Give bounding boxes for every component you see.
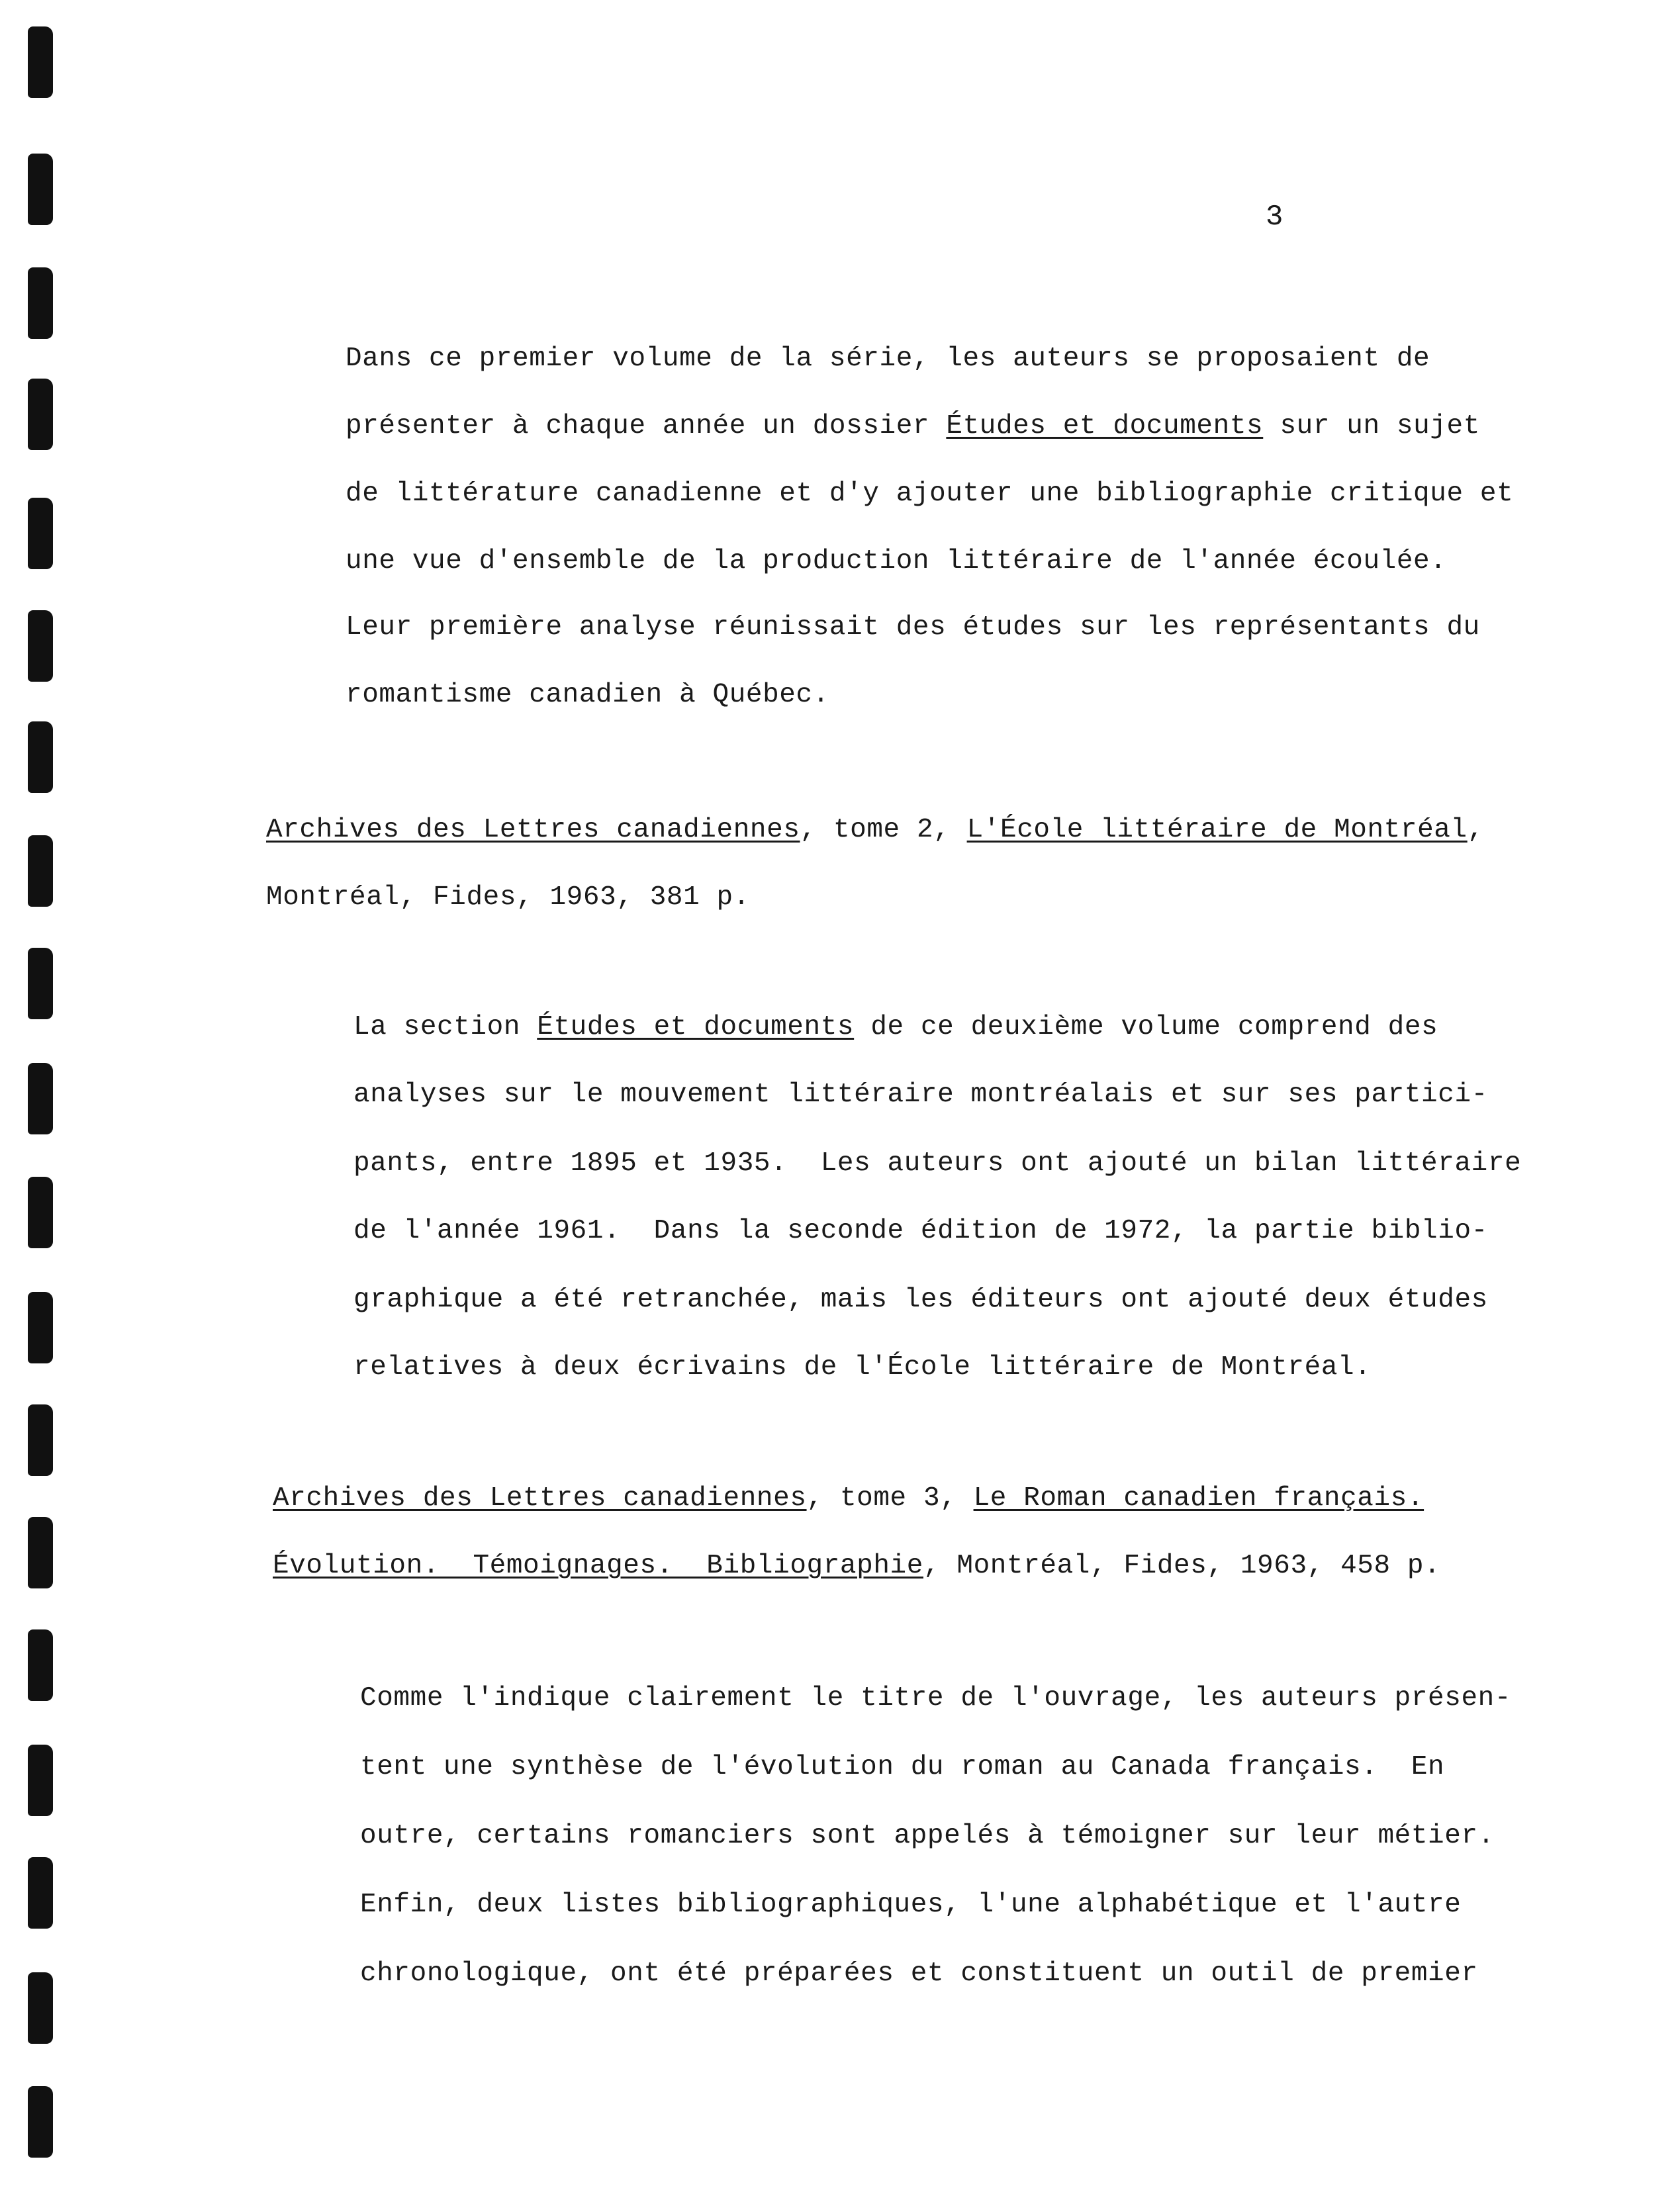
binding-hole (28, 948, 53, 1019)
binding-hole (28, 1404, 53, 1476)
paragraph-2-line-2: analyses sur le mouvement littéraire montréalais et sur ses partici- (353, 1079, 1488, 1110)
paragraph-2-line-5: graphique a été retranchée, mais les éditeurs ont ajouté deux études (353, 1285, 1488, 1315)
text-run: sur un sujet (1263, 411, 1480, 441)
reference-3-line-1 (273, 1485, 1424, 1512)
binding-hole (28, 835, 53, 907)
text-run: présenter à chaque année un dossier (346, 411, 947, 441)
text-run: de ce deuxième volume comprend des (854, 1012, 1438, 1042)
paragraph-1-line-5: Leur première analyse réunissait des études sur les représentants du (346, 612, 1480, 643)
text-run: La section (353, 1012, 537, 1042)
paragraph-2-line-3: pants, entre 1895 et 1935. Les auteurs ont ajouté un bilan littéraire (353, 1148, 1522, 1179)
binding-hole (28, 26, 53, 98)
paragraph-1-line-3: de littérature canadienne et d'y ajouter une bibliographie critique et (346, 479, 1514, 509)
series-title: Archives des Lettres canadiennes (266, 815, 800, 845)
binding-hole (28, 1517, 53, 1588)
paragraph-2-line-1 (353, 1014, 1438, 1041)
text-run: , tome 3, (806, 1483, 974, 1514)
series-title: Archives des Lettres canadiennes (273, 1483, 807, 1514)
paragraph-2-line-4: de l'année 1961. Dans la seconde édition de 1972, la partie biblio- (353, 1216, 1488, 1246)
volume-subtitle: Évolution. Témoignages. Bibliographie (273, 1551, 923, 1581)
binding-hole (28, 1629, 53, 1701)
reference-3-line-2 (273, 1553, 1440, 1580)
binding-hole (28, 379, 53, 450)
reference-2-line-1 (266, 817, 1484, 844)
binding-holes (19, 0, 58, 2198)
paragraph-3-line-4: Enfin, deux listes bibliographiques, l'une alphabétique et l'autre (360, 1890, 1462, 1920)
paragraph-1-line-1: Dans ce premier volume de la série, les auteurs se proposaient de (346, 343, 1430, 374)
binding-hole (28, 2086, 53, 2158)
binding-hole (28, 498, 53, 569)
reference-2-line-2: Montréal, Fides, 1963, 381 p. (266, 882, 750, 913)
paragraph-1-line-4: une vue d'ensemble de la production littéraire de l'année écoulée. (346, 546, 1447, 576)
volume-title: Le Roman canadien français. (973, 1483, 1424, 1514)
page-number: 3 (1266, 201, 1283, 234)
binding-hole (28, 1177, 53, 1248)
paragraph-3-line-5: chronologique, ont été préparées et constituent un outil de premier (360, 1958, 1478, 1989)
paragraph-3-line-1: Comme l'indique clairement le titre de l'ouvrage, les auteurs présen- (360, 1683, 1512, 1714)
binding-hole (28, 1857, 53, 1929)
binding-hole (28, 1292, 53, 1363)
binding-hole (28, 1063, 53, 1134)
binding-hole (28, 267, 53, 339)
text-run: , (1467, 815, 1484, 845)
text-run: , Montréal, Fides, 1963, 458 p. (923, 1551, 1441, 1581)
paragraph-3-line-3: outre, certains romanciers sont appelés à témoigner sur leur métier. (360, 1821, 1495, 1851)
paragraph-1-line-2 (346, 413, 1480, 440)
binding-hole (28, 610, 53, 682)
binding-hole (28, 154, 53, 225)
volume-title: L'École littéraire de Montréal (966, 815, 1468, 845)
binding-hole (28, 1972, 53, 2044)
emphasis-title: Études et documents (946, 411, 1264, 441)
emphasis-title: Études et documents (537, 1012, 855, 1042)
text-run: , tome 2, (800, 815, 967, 845)
binding-hole (28, 1745, 53, 1816)
paragraph-2-line-6: relatives à deux écrivains de l'École littéraire de Montréal. (353, 1352, 1372, 1383)
binding-hole (28, 721, 53, 793)
paragraph-1-line-6: romantisme canadien à Québec. (346, 680, 829, 710)
paragraph-3-line-2: tent une synthèse de l'évolution du roman au Canada français. En (360, 1752, 1445, 1782)
